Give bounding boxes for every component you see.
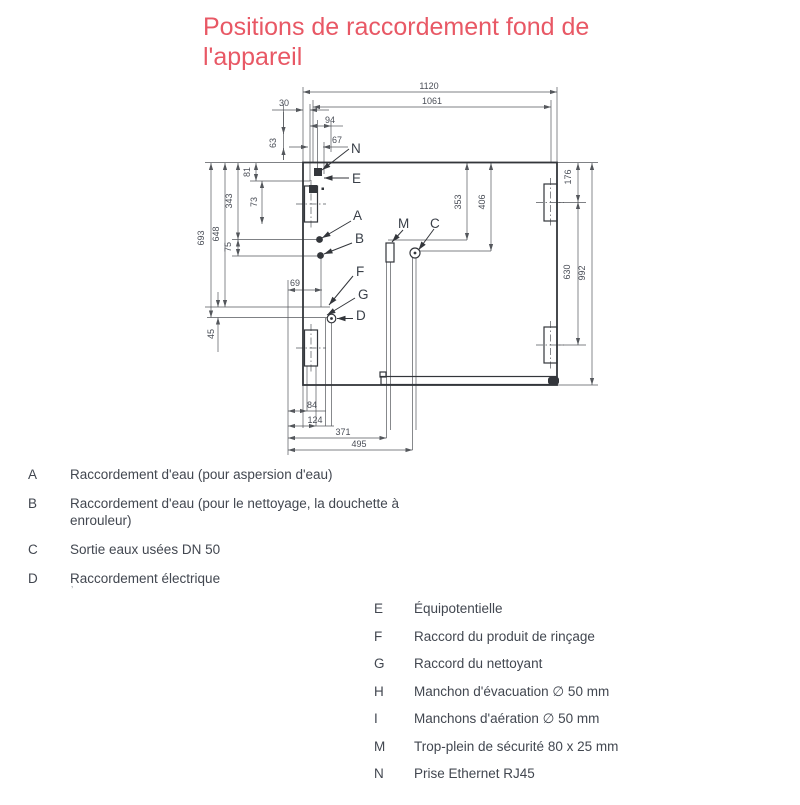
dimension-labels — [196, 81, 587, 449]
bottom-rail — [381, 377, 557, 385]
legend-item-N — [374, 765, 754, 782]
dim-1061: 1061 — [421, 96, 443, 106]
point-label-B: B — [355, 231, 365, 246]
legend-item-E — [374, 600, 754, 617]
legend-right — [374, 600, 754, 793]
point-label-A: A — [353, 208, 363, 223]
dim-45: 45 — [206, 328, 216, 340]
dim-124: 124 — [307, 415, 323, 425]
legend-key: C — [28, 542, 38, 557]
legend-text: Raccordement électrique — [70, 571, 221, 586]
dim-30: 30 — [278, 98, 290, 108]
bottom-rail-end — [548, 377, 559, 385]
legend-item-G — [374, 655, 754, 672]
dim-73: 73 — [249, 196, 259, 208]
dim-176: 176 — [563, 169, 573, 185]
dim-63: 63 — [268, 137, 278, 149]
point-label-E: E — [352, 171, 362, 186]
legend-item-H — [374, 683, 754, 700]
dim-75: 75 — [223, 241, 233, 253]
centerlines — [296, 178, 564, 372]
legend-text: Raccord du produit de rinçage — [414, 628, 595, 644]
dim-648: 648 — [211, 226, 221, 242]
point-label-D: D — [356, 308, 366, 323]
dim-693: 693 — [196, 230, 206, 246]
point-N-marker — [314, 168, 322, 176]
overflow-outlet — [386, 243, 394, 262]
legend-text: Sortie eaux usées DN 50 — [70, 542, 221, 557]
dim-630: 630 — [562, 264, 572, 280]
legend-item-A — [28, 466, 468, 483]
point-E-dot — [322, 188, 325, 191]
point-B-marker — [317, 252, 324, 259]
legend-key: I — [374, 711, 378, 726]
dim-1120: 1120 — [419, 81, 439, 91]
legend-key: E — [374, 601, 384, 616]
legend-text: Raccordement d'eau (pour le nettoyage, la douchette à enrouleur) — [70, 496, 400, 528]
point-label-F: F — [356, 264, 365, 279]
legend-key: M — [374, 738, 386, 754]
legend-text: Raccord du nettoyant — [414, 656, 543, 671]
stray-mark: ’ — [71, 585, 74, 596]
legend-key: H — [374, 683, 384, 699]
dim-992: 992 — [577, 265, 587, 281]
legend-key: B — [28, 496, 38, 511]
legend-item-M — [374, 738, 754, 755]
legend-key: N — [374, 766, 384, 781]
legend-item-C — [28, 541, 468, 558]
appliance-outline — [303, 163, 559, 386]
dim-406: 406 — [477, 194, 487, 210]
legend-text: Équipotentielle — [414, 601, 503, 616]
point-label-M: M — [398, 216, 410, 231]
dim-353: 353 — [453, 194, 463, 210]
point-label-N: N — [351, 141, 361, 156]
dim-94: 94 — [324, 115, 336, 125]
point-label-C: C — [430, 216, 440, 231]
point-A-marker — [316, 236, 323, 243]
legend-text: Raccordement d'eau (pour aspersion d'eau) — [70, 467, 333, 482]
legend-item-F — [374, 628, 754, 645]
page-title: Positions de raccordement fond de l'appareil — [203, 13, 590, 71]
legend-key: F — [374, 628, 383, 644]
dim-81: 81 — [242, 166, 252, 178]
dim-495: 495 — [351, 439, 367, 449]
legend-left — [28, 466, 468, 599]
point-label-G: G — [358, 287, 369, 302]
legend-key: A — [28, 467, 38, 482]
legend-item-D — [28, 570, 468, 587]
leader-lines — [322, 149, 434, 319]
dim-84: 84 — [306, 400, 318, 410]
legend-text: Manchon d'évacuation ∅ 50 mm — [414, 683, 610, 699]
dim-69: 69 — [289, 278, 301, 288]
extension-lines — [205, 87, 598, 455]
dim-343: 343 — [224, 193, 234, 209]
legend-key: D — [28, 571, 38, 586]
legend-text: Manchons d'aération ∅ 50 mm — [414, 711, 600, 726]
point-E-marker — [309, 185, 317, 193]
legend-text: Trop-plein de sécurité 80 x 25 mm — [414, 738, 619, 754]
legend-item-B — [28, 495, 468, 529]
legend-item-I — [374, 710, 754, 727]
dim-371: 371 — [335, 427, 351, 437]
legend-key: G — [374, 656, 385, 671]
point-labels — [351, 141, 440, 323]
legend-text: Prise Ethernet RJ45 — [414, 766, 535, 781]
dim-67: 67 — [331, 135, 343, 145]
